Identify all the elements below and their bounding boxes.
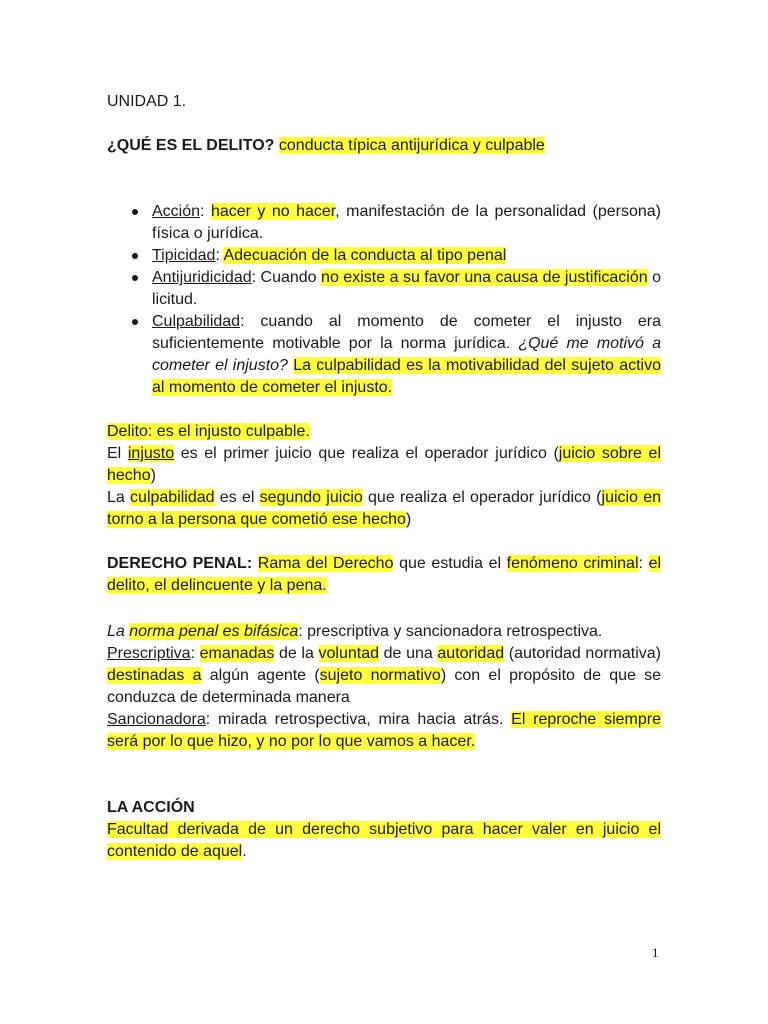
text-segment: de una	[379, 645, 438, 662]
accion-definition	[107, 819, 661, 863]
text-segment: : mirada retrospectiva, mira hacia atrás.	[205, 711, 512, 728]
text-segment: El	[107, 445, 128, 462]
text-segment: : prescriptiva y sancionadora retrospectiva.	[298, 623, 603, 640]
highlighted-text: fenómeno criminal	[506, 555, 639, 572]
culpabilidad-paragraph	[107, 487, 661, 531]
text-segment: es el	[214, 489, 260, 506]
accion-heading: LA ACCIÓN	[107, 799, 195, 816]
highlighted-text: juicio en torno a la persona que cometió ese hecho	[107, 489, 662, 528]
text-segment: Prescriptiva	[107, 645, 191, 662]
derecho-penal-paragraph	[107, 553, 661, 597]
injusto-paragraph	[107, 443, 661, 487]
text-segment: algún agente (	[201, 667, 320, 684]
highlighted-text: destinadas a	[107, 667, 202, 684]
text-segment: es el primer juicio que realiza el operador jurídico (	[174, 445, 559, 462]
highlighted-text: voluntad	[318, 645, 380, 662]
text-segment: : cuando al momento de cometer el injusto era suficientemente motivable por la norma jurídica.	[152, 313, 661, 352]
sancionadora-paragraph	[107, 709, 661, 753]
delito-question	[107, 135, 661, 157]
text-segment: ) con el propósito de que se conduzca de determinada manera	[107, 667, 662, 706]
list-item	[152, 245, 661, 267]
text-segment: de la	[274, 645, 319, 662]
text-segment: )	[405, 511, 412, 528]
text-segment: )	[150, 467, 156, 484]
list-item	[152, 311, 661, 399]
highlighted-text: culpabilidad	[130, 489, 215, 506]
text-segment: La	[107, 623, 130, 640]
page-content	[107, 91, 661, 863]
element-term: Culpabilidad	[152, 313, 241, 330]
delito-question-text: ¿QUÉ ES EL DELITO?	[107, 137, 275, 154]
delito-definition-text: Delito: es el injusto culpable.	[107, 423, 310, 440]
highlighted-text: Adecuación de la conducta al tipo penal	[223, 247, 507, 264]
text-segment: DERECHO PENAL:	[107, 555, 253, 572]
text-segment: (autoridad normativa)	[504, 645, 662, 662]
text-segment: :	[638, 555, 649, 572]
highlighted-text: autoridad	[437, 645, 505, 662]
text-segment: :	[200, 203, 211, 220]
text-segment: , manifestación de la personalidad (persona) física o jurídica.	[152, 203, 662, 242]
highlighted-text: injusto	[127, 445, 175, 462]
text-segment: :	[190, 645, 200, 662]
element-term: Antijuridicidad	[152, 269, 252, 286]
highlighted-text: juicio sobre el hecho	[107, 445, 661, 484]
highlighted-text: Rama del Derecho	[257, 555, 394, 572]
delito-definition	[107, 421, 661, 443]
highlighted-text: el delito, el delincuente y la pena.	[107, 555, 662, 594]
list-item	[152, 201, 661, 245]
text-segment: ¿Qué me motivó a cometer el injusto?	[152, 335, 661, 374]
prescriptiva-paragraph	[107, 643, 661, 709]
unit-title: UNIDAD 1.	[107, 93, 187, 110]
highlighted-text: sujeto normativo	[319, 667, 441, 684]
norma-penal-paragraph	[107, 621, 661, 643]
text-segment: La	[107, 489, 131, 506]
text-segment: :	[215, 247, 224, 264]
highlighted-text: La culpabilidad es la motivabilidad del sujeto activo al momento de cometer el injusto.	[152, 357, 662, 396]
list-item	[152, 267, 661, 311]
element-term: Acción	[152, 203, 201, 220]
page-number: 1	[652, 945, 659, 960]
text-segment: o licitud.	[152, 269, 662, 308]
highlighted-text: emanadas	[199, 645, 275, 662]
delito-answer: conducta típica antijurídica y culpable	[278, 137, 545, 154]
text-segment: Sancionadora	[107, 711, 206, 728]
text-segment	[252, 555, 258, 572]
highlighted-text: no existe a su favor una causa de justificación	[321, 269, 648, 286]
highlighted-text: segundo juicio	[259, 489, 363, 506]
delito-elements-list	[107, 201, 661, 399]
text-segment: : Cuando	[251, 269, 322, 286]
text-segment: .	[242, 843, 247, 860]
highlighted-text: Facultad derivada de un derecho subjetivo para hacer valer en juicio el contenido de aquel	[107, 821, 661, 860]
highlighted-text: El reproche siempre será por lo que hizo, y no por lo que vamos a hacer.	[107, 711, 662, 750]
text-segment: que estudia el	[393, 555, 507, 572]
element-term: Tipicidad	[152, 247, 216, 264]
highlighted-text: norma penal es bifásica	[129, 623, 299, 640]
text-segment: que realiza el operador jurídico (	[362, 489, 602, 506]
highlighted-text: hacer y no hacer	[210, 203, 336, 220]
